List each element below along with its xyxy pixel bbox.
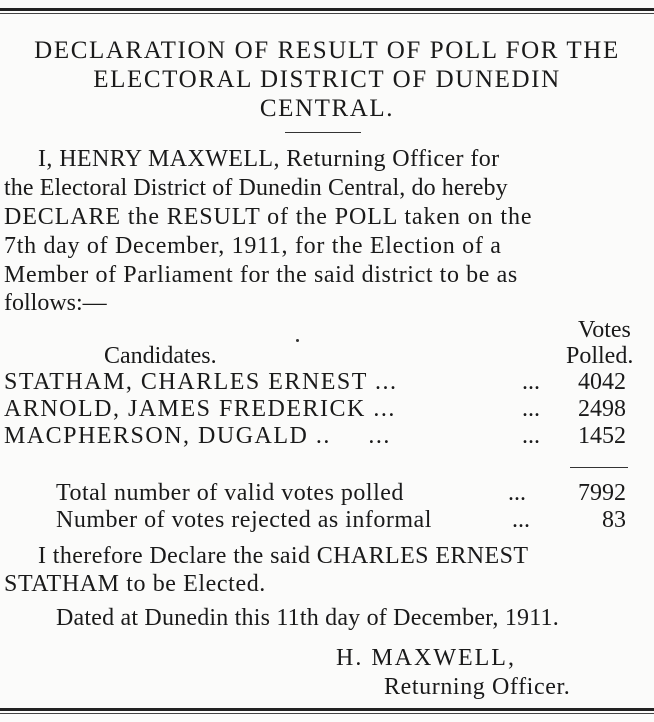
valid-votes-value: 7992	[578, 480, 626, 506]
dated-line: Dated at Dunedin this 11th day of December, 1911.	[56, 605, 559, 631]
candidate-name: MACPHERSON, DUGALD .. ...	[4, 423, 391, 449]
valid-votes-label: Total number of valid votes polled	[56, 480, 404, 506]
declaration-line-3: DECLARE the RESULT of the POLL taken on the	[4, 204, 533, 230]
leader-dots: ...	[522, 423, 540, 449]
notice-title	[0, 36, 654, 123]
title-line-2: ELECTORAL DISTRICT OF DUNEDIN	[93, 66, 561, 93]
declaration-line-2: the Electoral District of Dunedin Central, do hereby	[4, 175, 508, 201]
declaration-line-5: Member of Parliament for the said district to be as	[4, 262, 518, 288]
bottom-border-rule	[0, 708, 654, 711]
leader-dots: ...	[508, 480, 526, 506]
candidate-votes: 4042	[578, 369, 626, 395]
candidate-name: ARNOLD, JAMES FREDERICK ...	[4, 396, 396, 422]
top-border-rule	[0, 8, 654, 11]
declaration-line-4: 7th day of December, 1911, for the Election of a	[4, 233, 502, 259]
candidate-votes: 1452	[578, 423, 626, 449]
result-line-2: STATHAM to be Elected.	[4, 571, 266, 597]
candidate-votes: 2498	[578, 396, 626, 422]
title-line-1: DECLARATION OF RESULT OF POLL FOR THE	[34, 37, 620, 64]
informal-votes-value: 83	[602, 507, 626, 533]
leader-dots: ...	[522, 396, 540, 422]
leader-dots: ...	[522, 369, 540, 395]
leader-dots: ...	[512, 507, 530, 533]
sum-divider	[570, 467, 628, 468]
signature-name: H. MAXWELL,	[336, 645, 516, 671]
candidates-header: Candidates.	[104, 343, 217, 369]
informal-votes-label: Number of votes rejected as informal	[56, 507, 432, 533]
declaration-line-1: I, HENRY MAXWELL, Returning Officer for	[38, 146, 500, 172]
declaration-line-6: follows:—	[4, 290, 107, 316]
votes-header-1: Votes	[578, 317, 631, 343]
candidate-name: STATHAM, CHARLES ERNEST ...	[4, 369, 398, 395]
title-divider	[285, 132, 361, 133]
votes-header-2: Polled.	[566, 343, 634, 369]
title-line-3: CENTRAL.	[259, 95, 395, 122]
stray-dot	[296, 339, 299, 342]
signature-role: Returning Officer.	[384, 674, 571, 700]
result-line-1: I therefore Declare the said CHARLES ERNEST	[38, 543, 529, 569]
